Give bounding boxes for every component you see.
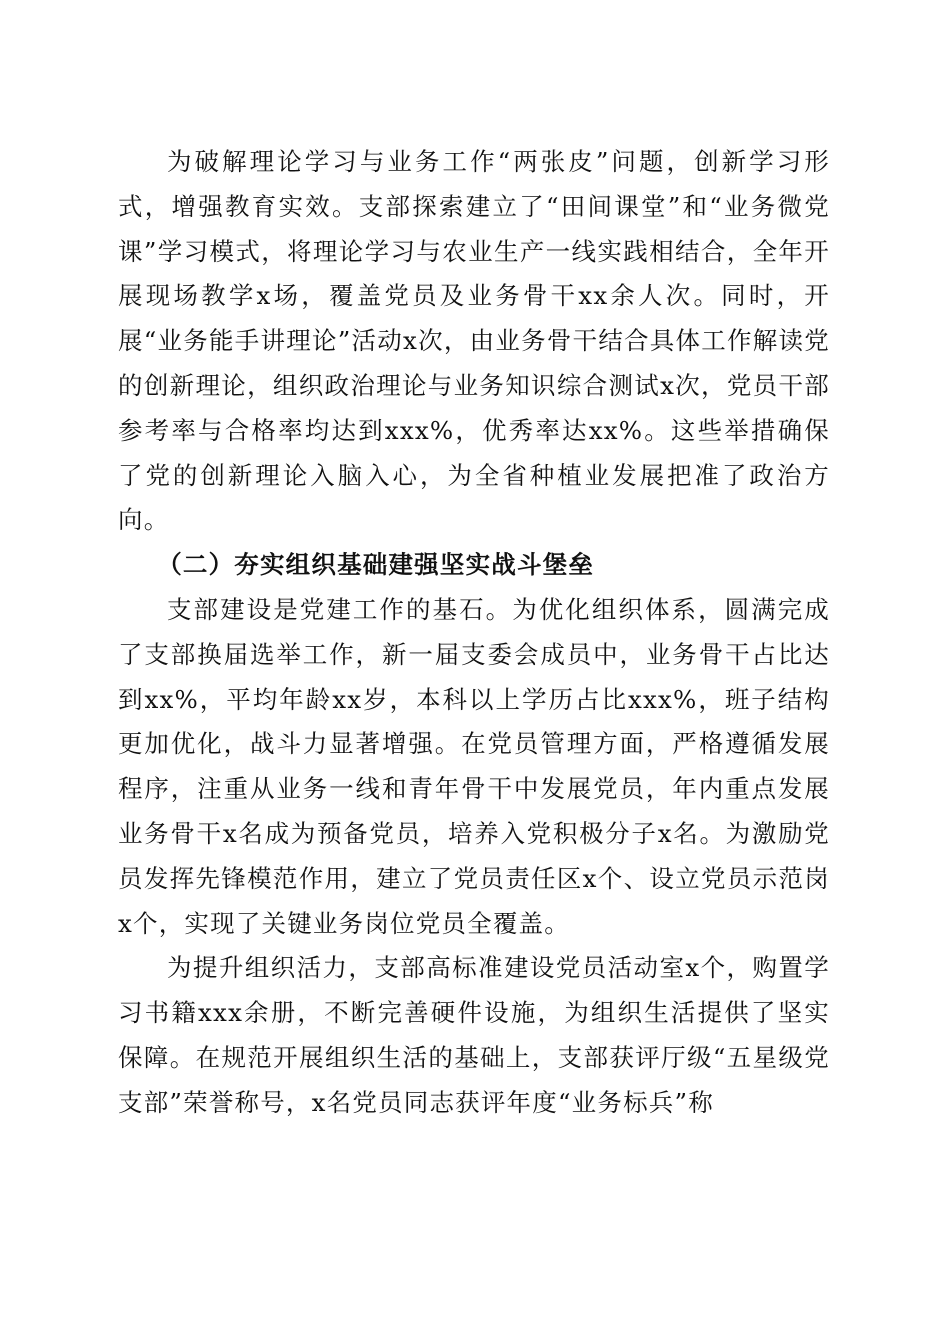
paragraph-organization-vitality: 为提升组织活力，支部高标准建设党员活动室x个，购置学习书籍xxx余册，不断完善硬件设施，为组织生活提供了坚实保障。在规范开展组织生活的基础上，支部获评厅级“五星级党支部”荣誉称号，x名党员同志获评年度“业务标兵”称: [118, 953, 830, 1117]
section-heading-organization: （二）夯实组织基础建强坚实战斗堡垒: [157, 550, 595, 580]
paragraph-study-innovation: 为破解理论学习与业务工作“两张皮”问题，创新学习形式，增强教育实效。支部探索建立了“田间课堂”和“业务微党课”学习模式，将理论学习与农业生产一线实践相结合，全年开展现场教学x场，覆盖党员及业务骨干xx余人次。同时，开展“业务能手讲理论”活动x次，由业务骨干结合具体工作解读党的创新理论，组织政治理论与业务知识综合测试x次，党员干部参考率与合格率均达到xxx%，优秀率达xx%。这些举措确保了党的创新理论入脑入心，为全省种植业发展把准了政治方向。: [118, 147, 830, 535]
document-body: [118, 140, 830, 1126]
paragraph-branch-building: 支部建设是党建工作的基石。为优化组织体系，圆满完成了支部换届选举工作，新一届支委会成员中，业务骨干占比达到xx%，平均年龄xx岁，本科以上学历占比xxx%，班子结构更加优化，战斗力显著增强。在党员管理方面，严格遵循发展程序，注重从业务一线和青年骨干中发展党员，年内重点发展业务骨干x名成为预备党员，培养入党积极分子x名。为激励党员发挥先锋模范作用，建立了党员责任区x个、设立党员示范岗x个，实现了关键业务岗位党员全覆盖。: [118, 594, 830, 938]
